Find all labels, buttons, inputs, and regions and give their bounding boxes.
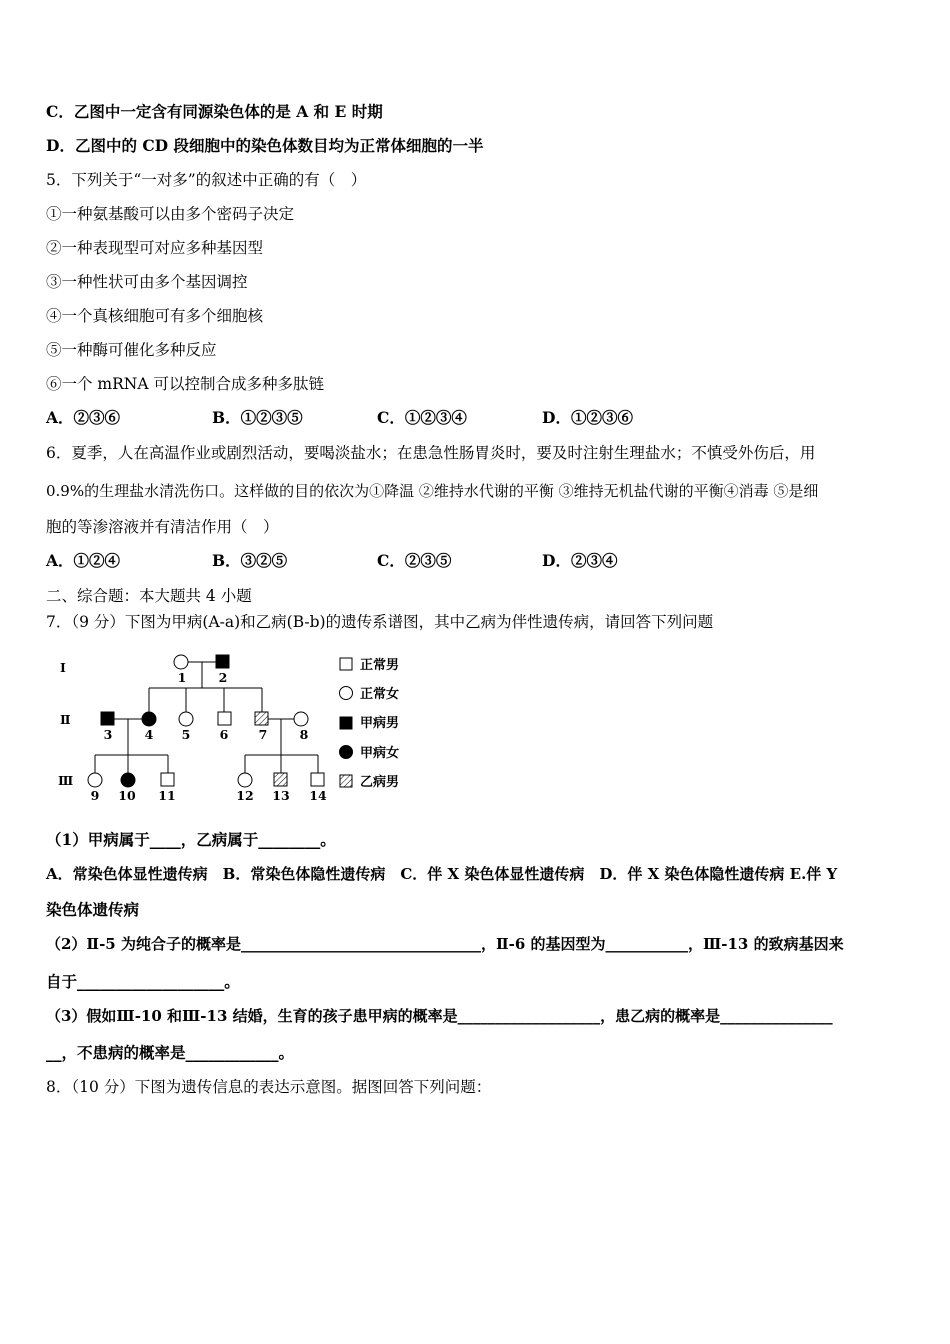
q6-line-1: 6．夏季，人在高温作业或剧烈活动，要喝淡盐水；在患急性肠胃炎时，要及时注射生理盐水；不慎受外伤后，用 [46, 444, 816, 462]
pedigree-individual-14 [311, 773, 324, 786]
legend-normal-male-label: 正常男 [360, 658, 400, 673]
q6-option-b: B．③②⑤ [212, 551, 288, 570]
q5-options [46, 408, 633, 428]
q7-stem: 7．（9 分）下图为甲病(A-a)和乙病(B-b)的遗传系谱图，其中乙病为伴性遗传病，请回答下列问题 [46, 613, 714, 631]
q5-item-6: ⑥一个 mRNA 可以控制合成多种多肽链 [46, 375, 324, 393]
legend-normal-male-symbol [340, 658, 352, 670]
q7-part-2-line-1: （2）Ⅱ-5 为纯合子的概率是________________________________，Ⅱ-6 的基因型为___________，Ⅲ-13 的致病基因来 [46, 935, 844, 953]
q6-options [46, 551, 617, 571]
legend-disease-b-male-symbol [340, 775, 352, 787]
legend-disease-a-male-symbol [340, 717, 352, 729]
pedigree-individual-5 [179, 712, 193, 726]
individual-label-8: 8 [299, 727, 309, 742]
q6-option-c: C．②③⑤ [377, 551, 452, 570]
pedigree-individual-2 [216, 655, 229, 668]
pedigree-individual-11 [161, 773, 174, 786]
q8-stem: 8．（10 分）下图为遗传信息的表达示意图。据图回答下列问题： [46, 1078, 492, 1096]
pedigree-individual-4 [142, 712, 156, 726]
legend-disease-a-female-symbol [340, 746, 353, 759]
pedigree-individual-12 [238, 773, 252, 787]
q6-line-2: 0.9%的生理盐水清洗伤口。这样做的目的依次为①降温 ②维持水代谢的平衡 ③维持无机盐代谢的平衡④消毒 ⑤是细 [46, 482, 819, 500]
individual-label-4: 4 [144, 727, 154, 742]
individual-label-6: 6 [219, 727, 229, 742]
q7-part-3-line-2: __，不患病的概率是____________。 [46, 1043, 295, 1062]
legend-disease-a-male-label: 甲病男 [360, 716, 400, 731]
pedigree-individual-8 [294, 712, 308, 726]
pedigree-individual-9 [88, 773, 102, 787]
q6-option-a: A．①②④ [46, 551, 121, 570]
individual-label-13: 13 [272, 788, 290, 803]
generation-label-1: Ⅰ [60, 660, 66, 675]
q5-option-d: D．①②③⑥ [542, 408, 633, 427]
q6-option-d: D．②③④ [542, 551, 618, 570]
q5-item-4: ④一个真核细胞可有多个细胞核 [46, 307, 264, 325]
pedigree-chart [50, 645, 420, 810]
individual-label-10: 10 [118, 788, 136, 803]
q7-choices-line-1: A．常染色体显性遗传病 B．常染色体隐性遗传病 C．伴 X 染色体显性遗传病 D．伴 X 染色体隐性遗传病 E.伴 Y [46, 865, 838, 883]
q5-option-a: A．②③⑥ [46, 408, 121, 427]
individual-label-5: 5 [181, 727, 191, 742]
pedigree-individual-6 [218, 712, 231, 725]
q7-part-3-line-1: （3）假如Ⅲ-10 和Ⅲ-13 结婚，生育的孩子患甲病的概率是___________________，患乙病的概率是_______________ [46, 1007, 833, 1025]
individual-label-7: 7 [258, 727, 268, 742]
q5-item-1: ①一种氨基酸可以由多个密码子决定 [46, 205, 295, 223]
q5-stem: 5．下列关于“一对多”的叙述中正确的有（ ） [46, 171, 367, 189]
individual-label-11: 11 [158, 788, 176, 803]
q4-option-c: C．乙图中一定含有同源染色体的是 A 和 E 时期 [46, 102, 383, 121]
pedigree-individual-13 [274, 773, 287, 786]
legend-disease-b-male-label: 乙病男 [360, 775, 400, 790]
pedigree-individual-10 [121, 773, 135, 787]
generation-label-3: Ⅲ [58, 773, 74, 788]
individual-label-2: 2 [218, 670, 228, 685]
q5-item-3: ③一种性状可由多个基因调控 [46, 273, 248, 291]
individual-label-1: 1 [177, 670, 187, 685]
individual-label-9: 9 [90, 788, 100, 803]
q5-option-c: C．①②③④ [377, 408, 467, 427]
pedigree-individual-3 [101, 712, 114, 725]
q6-line-3: 胞的等渗溶液并有清洁作用（ ） [46, 518, 279, 536]
q7-part-2-line-2: 自于___________________。 [46, 972, 240, 991]
legend-disease-a-female-label: 甲病女 [360, 746, 400, 761]
q4-option-d: D．乙图中的 CD 段细胞中的染色体数目均为正常体细胞的一半 [46, 136, 484, 155]
individual-label-3: 3 [103, 727, 113, 742]
q5-item-2: ②一种表现型可对应多种基因型 [46, 239, 264, 257]
pedigree-individual-1 [174, 655, 188, 669]
q5-option-b: B．①②③⑤ [212, 408, 303, 427]
individual-label-14: 14 [309, 788, 327, 803]
legend-normal-female-label: 正常女 [360, 687, 400, 702]
q7-choices-line-2: 染色体遗传病 [46, 900, 140, 919]
q5-item-5: ⑤一种酶可催化多种反应 [46, 341, 217, 359]
individual-label-12: 12 [236, 788, 254, 803]
legend-normal-female-symbol [340, 687, 353, 700]
q7-part-1: （1）甲病属于____，乙病属于________。 [46, 830, 336, 849]
section-2-heading: 二、综合题：本大题共 4 小题 [46, 587, 252, 605]
generation-label-2: Ⅱ [60, 712, 71, 727]
pedigree-individual-7 [255, 712, 268, 725]
